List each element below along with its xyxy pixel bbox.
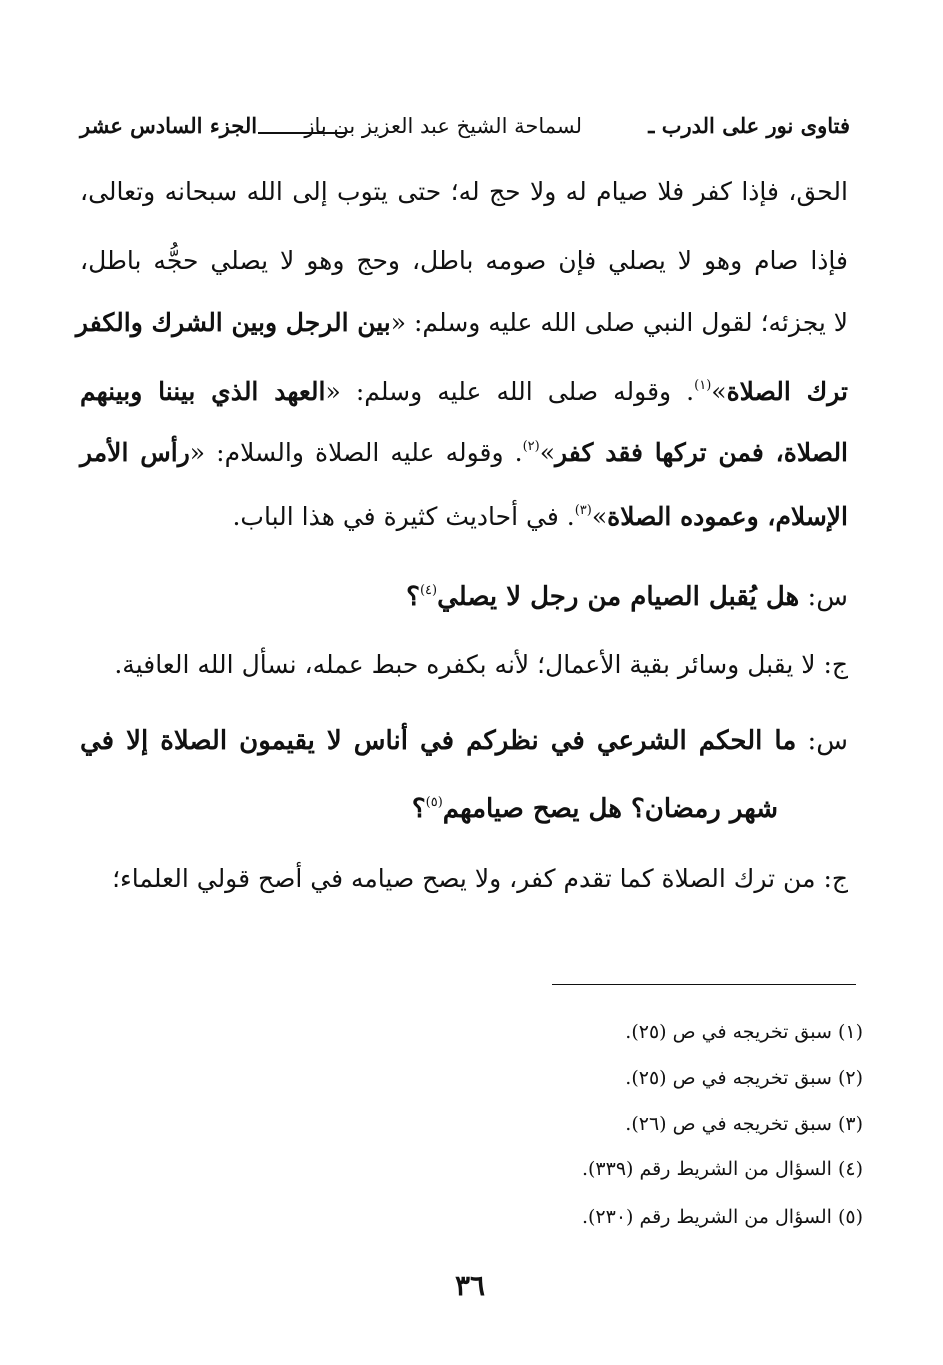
body-line	[80, 430, 848, 470]
answer-text: لا يقبل وسائر بقية الأعمال؛ لأنه بكفره حبط عمله، نسأل الله العافية.	[114, 650, 816, 679]
answer-text: من ترك الصلاة كما تقدم كفر، ولا يصح صيامه في أصح قولي العلماء؛	[112, 864, 816, 893]
question-text: هل يُقبل الصيام من رجل لا يصلي	[437, 582, 800, 612]
footnote-4: (٤) السؤال من الشريط رقم (٣٣٩).	[581, 1158, 863, 1180]
body-text: . في أحاديث كثيرة في هذا الباب.	[232, 502, 575, 531]
body-line	[80, 494, 848, 534]
body-line	[80, 244, 848, 278]
answer-1	[80, 648, 848, 682]
question-text: شهر رمضان؟ هل يصح صيامهم	[442, 794, 778, 824]
hadith-quote: رأس الأمر	[80, 438, 190, 467]
volume-part: الجزء السادس عشر	[80, 113, 258, 138]
hadith-quote: العهد الذي بيننا وبينهم	[80, 377, 326, 406]
question-2-continued	[148, 786, 848, 826]
footnote-separator	[552, 984, 856, 985]
body-line	[80, 175, 848, 209]
body-text: فإذا صام وهو لا يصلي فإن صومه باطل، وحج وهو لا يصلي حجُّه باطل،	[80, 246, 848, 275]
body-line	[80, 369, 848, 409]
page-number: ٣٦	[454, 1269, 486, 1302]
question-2	[80, 724, 848, 758]
footnote-1: (١) سبق تخريجه في ص (٢٥).	[625, 1021, 863, 1043]
question-mark: ؟	[406, 582, 420, 612]
footnote-ref: (٤)	[419, 583, 438, 598]
answer-label: ج:	[823, 650, 848, 679]
hadith-quote: بين الرجل وبين الشرك والكفر	[75, 308, 391, 337]
answer-label: ج:	[823, 864, 848, 893]
header-rule	[258, 132, 346, 134]
answer-2	[80, 862, 848, 896]
quote-mark: »	[591, 502, 608, 531]
footnote-ref: (١)	[694, 378, 712, 393]
footnote-2: (٢) سبق تخريجه في ص (٢٥).	[625, 1067, 863, 1089]
question-label: س:	[807, 726, 849, 756]
question-mark: ؟	[411, 794, 426, 824]
question-1	[80, 574, 848, 614]
book-title: فتاوى نور على الدرب ـ	[648, 113, 850, 138]
question-label: س:	[807, 582, 848, 612]
body-text: . وقوله صلى الله عليه وسلم: «	[325, 377, 695, 406]
quote-mark: »	[539, 438, 556, 467]
running-header	[80, 108, 850, 144]
footnote-ref: (٣)	[574, 503, 592, 518]
body-text: لا يجزئه؛ لقول النبي صلى الله عليه وسلم: «	[390, 308, 848, 337]
footnote-ref: (٥)	[425, 795, 443, 810]
quote-mark: »	[711, 377, 727, 406]
body-text: الحق، فإذا كفر فلا صيام له ولا حج له؛ حتى يتوب إلى الله سبحانه وتعالى،	[80, 177, 848, 206]
body-line	[75, 306, 848, 340]
footnote-3: (٣) سبق تخريجه في ص (٢٦).	[625, 1113, 863, 1135]
footnote-ref: (٢)	[522, 439, 540, 454]
hadith-quote: الإسلام، وعموده الصلاة	[607, 502, 848, 531]
footnote-5: (٥) السؤال من الشريط رقم (٢٣٠).	[581, 1206, 863, 1228]
hadith-quote: ترك الصلاة	[726, 377, 848, 406]
hadith-quote: الصلاة، فمن تركها فقد كفر	[555, 438, 849, 467]
book-author: لسماحة الشيخ عبد العزيز بن باز	[304, 114, 582, 138]
question-text: ما الحكم الشرعي في نظركم في أناس لا يقيمون الصلاة إلا في	[80, 726, 797, 756]
body-text: . وقوله عليه الصلاة والسلام: «	[189, 438, 523, 467]
